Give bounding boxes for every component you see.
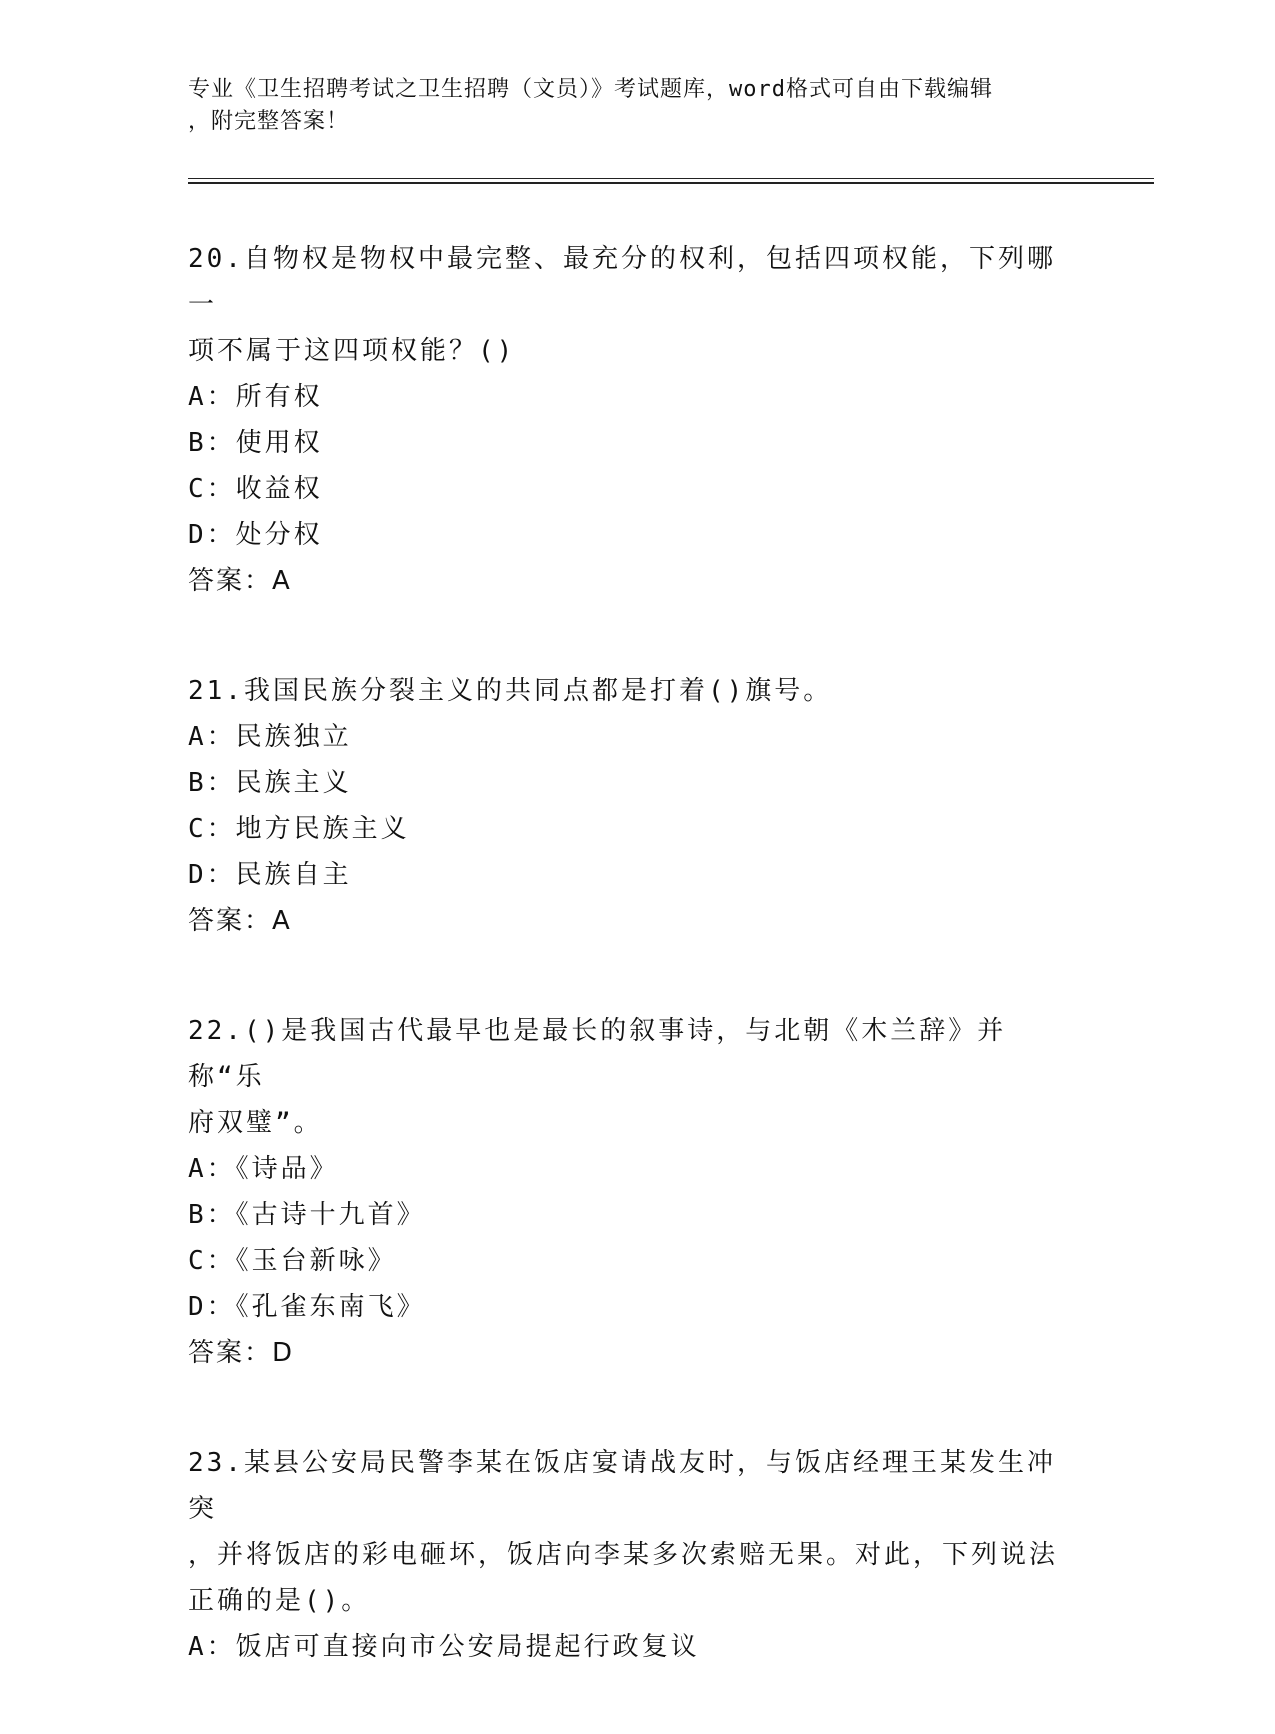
- answer: 答案：A: [188, 906, 292, 936]
- question-text: 22.()是我国古代最早也是最长的叙事诗，与北朝《木兰辞》并称“乐: [188, 1016, 1007, 1092]
- option-c: C：地方民族主义: [188, 814, 410, 844]
- header-divider-thick: [188, 182, 1154, 184]
- question-text: 23.某县公安局民警李某在饭店宴请战友时，与饭店经理王某发生冲突: [188, 1448, 1056, 1524]
- intro-line-2: ，附完整答案！: [188, 109, 350, 134]
- option-a: A：所有权: [188, 382, 323, 412]
- option-d: D：《孔雀东南飞》: [188, 1292, 426, 1322]
- question-text: ，并将饭店的彩电砸坏，饭店向李某多次索赔无果。对此，下列说法: [188, 1540, 1059, 1570]
- question-list: [188, 236, 1068, 1734]
- option-b: B：民族主义: [188, 768, 352, 798]
- intro-line-1: 专业《卫生招聘考试之卫生招聘（文员）》考试题库，word格式可自由下载编辑: [188, 77, 993, 102]
- option-a: A：民族独立: [188, 722, 352, 752]
- question-text: 20.自物权是物权中最完整、最充分的权利，包括四项权能，下列哪一: [188, 244, 1056, 320]
- option-d: D：民族自主: [188, 860, 352, 890]
- question-text: 21.我国民族分裂主义的共同点都是打着()旗号。: [188, 676, 833, 706]
- question-20: [188, 236, 1068, 604]
- answer: 答案：A: [188, 566, 292, 596]
- option-a: A：饭店可直接向市公安局提起行政复议: [188, 1632, 700, 1662]
- option-c: C：《玉台新咏》: [188, 1246, 397, 1276]
- answer: 答案：D: [188, 1338, 295, 1368]
- question-text: 正确的是()。: [188, 1586, 371, 1616]
- question-22: [188, 1008, 1068, 1376]
- header-divider-thin: [188, 178, 1154, 179]
- question-text: 项不属于这四项权能？(): [188, 336, 516, 366]
- option-a: A：《诗品》: [188, 1154, 339, 1184]
- option-c: C：收益权: [188, 474, 323, 504]
- question-text: 府双璧”。: [188, 1108, 323, 1138]
- option-b: B：《古诗十九首》: [188, 1200, 426, 1230]
- option-b: B：使用权: [188, 428, 323, 458]
- question-21: [188, 668, 1068, 944]
- question-23: [188, 1440, 1068, 1670]
- document-intro: [188, 74, 1068, 138]
- option-d: D：处分权: [188, 520, 323, 550]
